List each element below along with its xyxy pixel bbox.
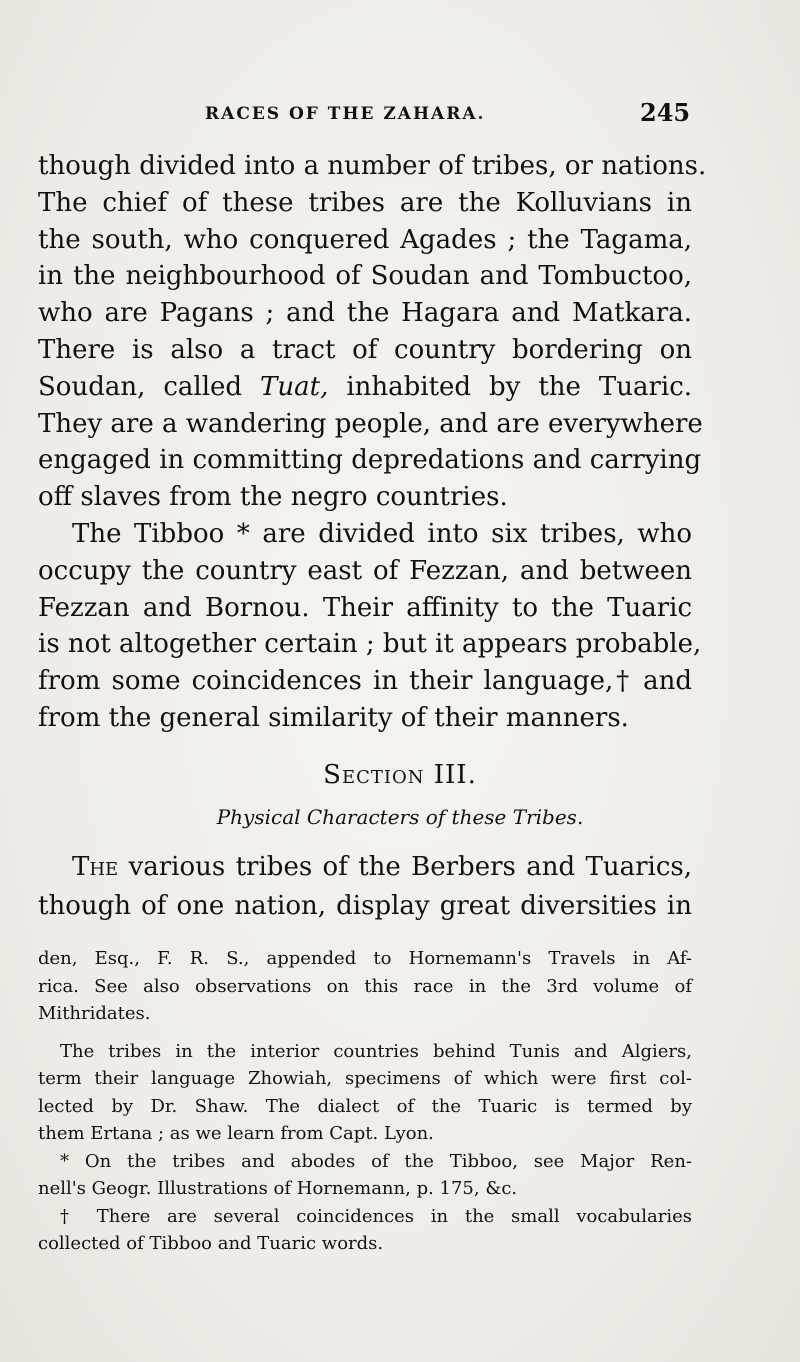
text-line: occupy the country east of Fezzan, and between bbox=[38, 555, 692, 586]
footnote-line: collected of Tibboo and Tuaric words. bbox=[38, 1233, 384, 1254]
footnote-line: lected by Dr. Shaw. The dialect of the Tuaric is termed by bbox=[38, 1095, 692, 1117]
paragraph-start-line: The Tibboo * are divided into six tribes, who bbox=[72, 518, 692, 549]
text-line: in the neighbourhood of Soudan and Tombuctoo, bbox=[38, 261, 692, 292]
footnote-line: rica. See also observations on this race in the 3rd volume of bbox=[38, 975, 692, 997]
footnote-line: The tribes in the interior countries behind Tunis and Algiers, bbox=[60, 1040, 692, 1062]
section-subtitle: Physical Characters of these Tribes. bbox=[216, 805, 584, 829]
footnotes bbox=[38, 945, 692, 1258]
text-segment: various tribes of the Berbers and Tuarics, bbox=[128, 852, 692, 882]
text-line: though divided into a number of tribes, or nations. bbox=[38, 151, 707, 181]
footnote-line: Mithridates. bbox=[38, 1003, 151, 1024]
text-line: off slaves from the negro countries. bbox=[38, 482, 508, 513]
text-line: The chief of these tribes are the Kolluvians in bbox=[38, 187, 692, 218]
italic-place-name: Tuat, bbox=[260, 371, 329, 402]
footnote-language: † There are several coincidences in the small vocabularies bbox=[60, 1205, 692, 1227]
text-line: from some coincidences in their language,† and bbox=[38, 666, 692, 697]
footnote-tibboo: * On the tribes and abodes of the Tibboo, see Major Ren- bbox=[60, 1150, 692, 1172]
footnote-line: term their language Zhowiah, specimens of which were first col- bbox=[38, 1068, 692, 1089]
text-line: There is also a tract of country bordering on bbox=[38, 334, 692, 365]
footnote-line: nell's Geogr. Illustrations of Hornemann, p. 175, &c. bbox=[38, 1178, 518, 1199]
running-head: RACES OF THE ZAHARA. bbox=[205, 104, 486, 124]
small-caps-first-word: The bbox=[72, 852, 119, 882]
footnote-line: them Ertana ; as we learn from Capt. Lyon. bbox=[38, 1123, 434, 1144]
text-line: is not altogether certain ; but it appears probable, bbox=[38, 629, 702, 660]
section-heading: Section III. bbox=[323, 760, 477, 790]
footnote-line: den, Esq., F. R. S., appended to Hornemann's Travels in Af- bbox=[38, 948, 692, 969]
text-line bbox=[38, 369, 692, 406]
text-segment: Soudan, called bbox=[38, 371, 243, 402]
text-line: though of one nation, display great diversities in bbox=[38, 891, 692, 921]
section-text bbox=[38, 848, 692, 926]
text-line: from the general similarity of their manners. bbox=[38, 702, 629, 733]
text-line: the south, who conquered Agades ; the Tagama, bbox=[38, 224, 692, 255]
main-text bbox=[38, 148, 707, 737]
paragraph-start-line bbox=[38, 848, 692, 887]
text-line: engaged in committing depredations and carrying bbox=[38, 445, 702, 476]
text-segment: inhabited by the Tuaric. bbox=[346, 371, 693, 402]
text-line: They are a wandering people, and are everywhere bbox=[38, 408, 703, 439]
page-header bbox=[0, 98, 800, 128]
text-line: who are Pagans ; and the Hagara and Matkara. bbox=[38, 298, 692, 329]
text-line: Fezzan and Bornou. Their affinity to the Tuaric bbox=[38, 592, 692, 623]
page-number: 245 bbox=[640, 98, 691, 127]
footnote-gap bbox=[38, 1028, 692, 1038]
